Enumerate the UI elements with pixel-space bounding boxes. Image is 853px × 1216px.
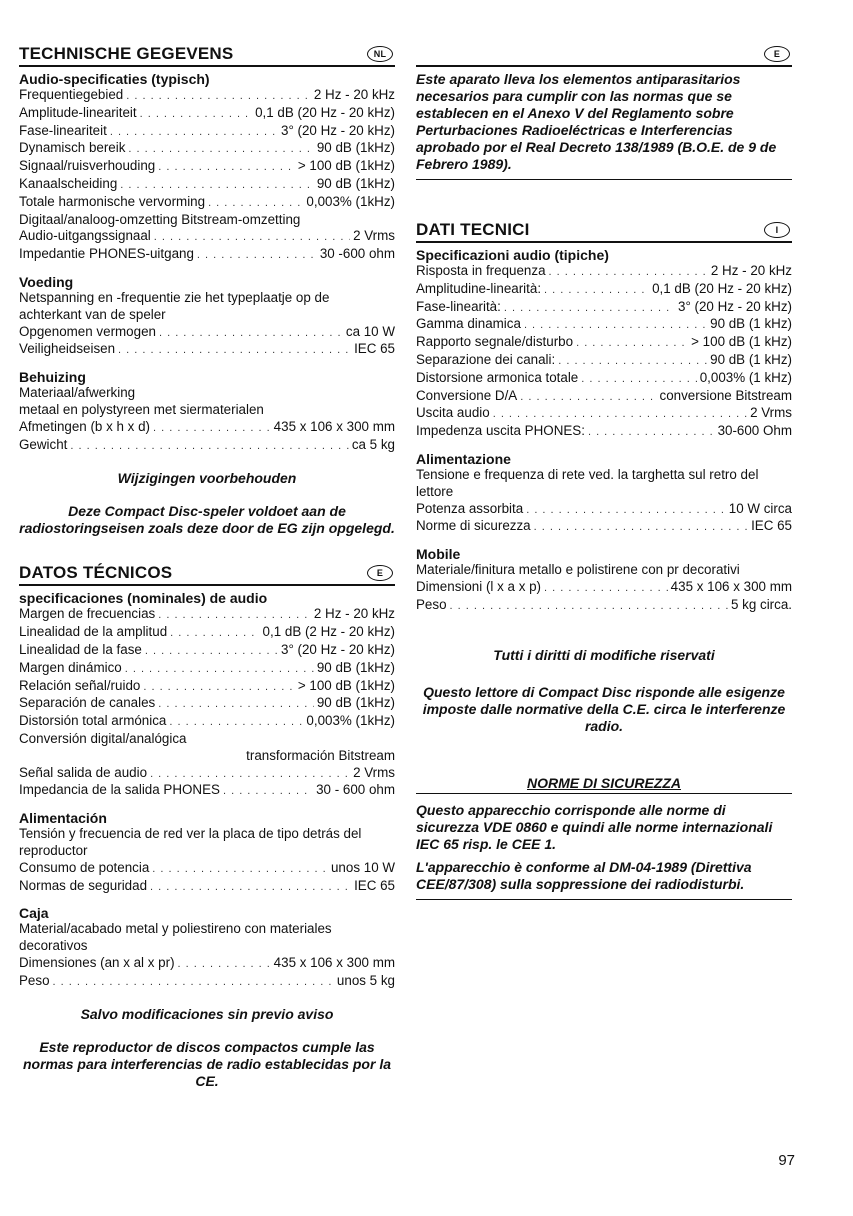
it-audio-title: Specificazioni audio (tipiche) [416, 247, 609, 263]
spec-row: Afmetingen (b x h x d) . . . 435 x 106 x 300 mm [19, 419, 395, 437]
spec-row: Kanaalscheiding . . . 90 dB (1kHz) [19, 176, 395, 194]
es-audio-title: specificaciones (nominales) de audio [19, 590, 268, 607]
spec-row: Rapporto segnale/disturbo . . . > 100 dB (1 kHz) [416, 334, 792, 352]
spec-row: Impedantie PHONES-uitgang . . . 30 -600 ohm [19, 246, 395, 264]
spec-row: Audio-uitgangssignaal . . . 2 Vrms [19, 228, 395, 246]
es-cabinet-title: Caja [19, 905, 49, 922]
spec-row: Dimensioni (l x a x p) . . . 435 x 106 x 300 mm [416, 579, 792, 597]
spec-row: Veiligheidseisen . . . IEC 65 [19, 341, 395, 359]
spec-row: Normas de seguridad . . . IEC 65 [19, 878, 395, 896]
nl-conversion: Digitaal/analoog-omzetting Bitstream-omzetting [19, 211, 301, 227]
spec-row: Separación de canales . . . 90 dB (1kHz) [19, 695, 395, 713]
nl-cabinet-text2: metaal en polystyreen met siermaterialen [19, 401, 264, 417]
nl-title: TECHNISCHE GEGEVENS [19, 44, 234, 63]
nl-power-text: Netspanning en -frequentie zie het typeplaatje op de achterkant van de speler [19, 289, 330, 322]
it-language-icon: I [764, 222, 790, 238]
nl-reserve-note: Wijzigingen voorbehouden [117, 470, 297, 487]
nl-power-title: Voeding [19, 273, 74, 290]
es-language-icon: E [367, 565, 393, 581]
spec-row: Amplitude-lineariteit . . . 0,1 dB (20 Hz - 20 kHz) [19, 105, 395, 123]
es-power-text: Tensión y frecuencia de red ver la placa de tipo detrás del reproductor [19, 826, 362, 858]
es-conversion: Conversión digital/analógica [19, 730, 187, 746]
spec-row: Norme di sicurezza . . . IEC 65 [416, 518, 792, 536]
spec-row: Distorsione armonica totale . . . 0,003% (1 kHz) [416, 370, 792, 388]
spec-row: Fase-linearità: . . . 3° (20 Hz - 20 kHz) [416, 299, 792, 317]
spec-row: Linealidad de la fase . . . 3° (20 Hz - 20 kHz) [19, 642, 395, 660]
spec-row: Peso . . . 5 kg circa. [416, 597, 792, 615]
es-heading [19, 563, 395, 586]
spec-row: Dimensiones (an x al x pr) . . . 435 x 106 x 300 mm [19, 955, 395, 973]
page-number: 97 [778, 1152, 795, 1169]
it-compliance-note: Questo lettore di Compact Disc risponde alle esigenze imposte dalle normative della C.E. circa le interferenze radio. [422, 683, 786, 734]
spec-row: Gamma dinamica . . . 90 dB (1 kHz) [416, 316, 792, 334]
right-column [416, 44, 792, 900]
it-reserve-note: Tutti i diritti di modifiche riservati [493, 646, 715, 663]
it-cabinet-text: Materiale/finitura metallo e polistirene con pr decorativi [416, 562, 740, 578]
nl-cabinet-title: Behuizing [19, 369, 86, 386]
left-column [19, 44, 395, 1090]
spec-row: Relación señal/ruido . . . > 100 dB (1kHz) [19, 678, 395, 696]
es-title: DATOS TÉCNICOS [19, 563, 173, 583]
spec-row: Impedenza uscita PHONES: . . . 30-600 Ohm [416, 423, 792, 441]
spec-row: Signaal/ruisverhouding . . . > 100 dB (1kHz) [19, 158, 395, 176]
spec-row: Consumo de potencia . . . unos 10 W [19, 860, 395, 878]
spec-row: Amplitudine-linearità: . . . 0,1 dB (20 Hz - 20 kHz) [416, 281, 792, 299]
es-compliance-note: Este reproductor de discos compactos cumple las normas para interferencias de radio establecidas por la CE. [22, 1039, 392, 1090]
spec-row: Distorsión total armónica . . . 0,003% (1kHz) [19, 713, 395, 731]
spec-row: Opgenomen vermogen . . . ca 10 W [19, 324, 395, 342]
nl-audio-list [19, 87, 395, 264]
it-safety-text-2: L'apparecchio è conforme al DM-04-1989 (Direttiva CEE/87/308) sulla soppressione dei radiodisturbi. [416, 858, 752, 892]
spec-row: Separazione dei canali: . . . 90 dB (1 kHz) [416, 352, 792, 370]
it-safety-title: NORME DI SICUREZZA [416, 775, 792, 794]
it-cabinet-title: Mobile [416, 546, 461, 563]
spec-row: Impedancia de la salida PHONES . . . 30 - 600 ohm [19, 782, 395, 800]
spec-row: Margen dinámico . . . 90 dB (1kHz) [19, 660, 395, 678]
es-cabinet-text: Material/acabado metal y poliestireno con materiales decorativos [19, 921, 332, 954]
spec-row: Uscita audio . . . 2 Vrms [416, 405, 792, 423]
spec-row: Fase-lineariteit . . . 3° (20 Hz - 20 kHz) [19, 123, 395, 141]
es-power-title: Alimentación [19, 810, 107, 827]
it-power-title: Alimentazione [416, 450, 511, 467]
it-safety-text-1: Questo apparecchio corrisponde alle norme di sicurezza VDE 0860 e quindi alle norme internazionali IEC 65 risp. le CEE 1. [416, 801, 773, 852]
spec-row: Totale harmonische vervorming . . . 0,003% (1kHz) [19, 194, 395, 212]
es-language-icon-2: E [764, 46, 790, 62]
es-continued-heading [416, 44, 792, 67]
nl-compliance-note: Deze Compact Disc-speler voldoet aan de radiostoringseisen zoals deze door de EG zijn opgelegd. [19, 503, 395, 537]
spec-row: Margen de frecuencias . . . 2 Hz - 20 kHz [19, 606, 395, 624]
es-reserve-note: Salvo modificaciones sin previo aviso [80, 1006, 334, 1023]
es-antiparasit-note: Este aparato lleva los elementos antiparasitarios necesarios para cumplir con las normas que se establecen en el Anexo V del Reglamento sobre Perturbaciones Radioeléctricas e Interferencias aprobado por el Real Decreto 138/1989 (B.O.E. de 9 de Febrero 1989). [416, 71, 777, 172]
spec-row: Señal salida de audio . . . 2 Vrms [19, 765, 395, 783]
spec-row: Frequentiegebied . . . 2 Hz - 20 kHz [19, 87, 395, 105]
it-title: DATI TECNICI [416, 220, 530, 239]
spec-row: Dynamisch bereik . . . 90 dB (1kHz) [19, 140, 395, 158]
es-conversion-value: transformación Bitstream [246, 747, 395, 763]
spec-row: Linealidad de la amplitud . . . 0,1 dB (2 Hz - 20 kHz) [19, 624, 395, 642]
spec-row: Gewicht . . . ca 5 kg [19, 437, 395, 455]
it-heading [416, 220, 792, 243]
spec-row: Risposta in frequenza . . . 2 Hz - 20 kHz [416, 263, 792, 281]
spec-row: Peso . . . unos 5 kg [19, 973, 395, 991]
nl-cabinet-text: Materiaal/afwerking [19, 385, 136, 401]
nl-language-icon: NL [367, 46, 393, 62]
spec-row: Conversione D/A . . . conversione Bitstream [416, 388, 792, 406]
nl-heading [19, 44, 395, 67]
nl-audio-title: Audio-specificaties (typisch) [19, 71, 210, 87]
it-power-text: Tensione e frequenza di rete ved. la targhetta sul retro del lettore [416, 466, 759, 499]
spec-row: Potenza assorbita . . . 10 W circa [416, 501, 792, 519]
